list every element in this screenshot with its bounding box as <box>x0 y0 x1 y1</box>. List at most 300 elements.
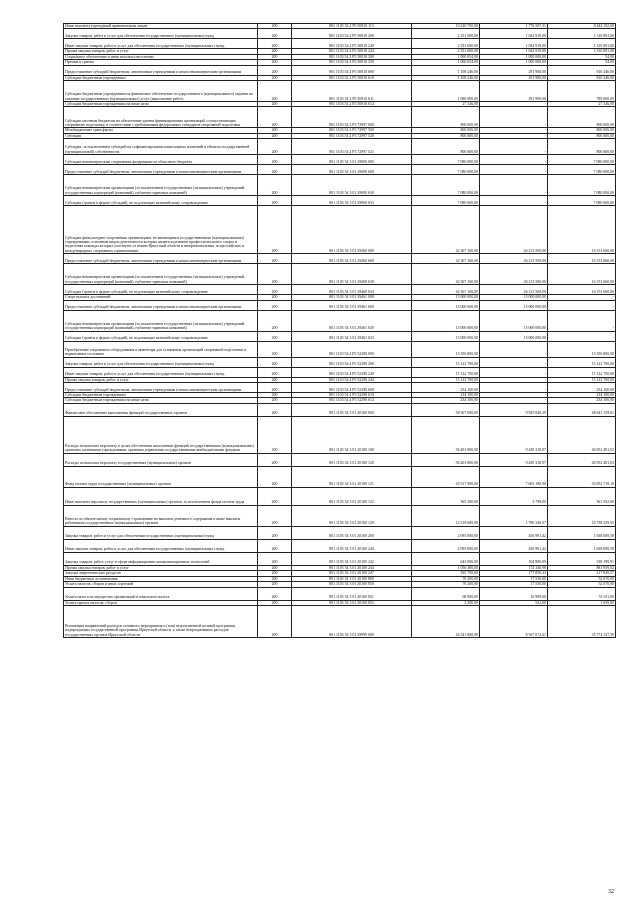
row-glava-code: 200 <box>258 295 292 300</box>
row-remaining-amount: 7 080 000,00 <box>548 196 616 206</box>
row-approved-amount: 2 095 000,00 <box>412 526 480 539</box>
row-budget-code: 801 1103 54 4 P5 52290 240 <box>292 367 412 377</box>
table-row <box>64 357 616 367</box>
row-executed-amount: - <box>480 393 548 398</box>
row-executed-amount: - <box>480 377 548 382</box>
row-glava-code: 200 <box>258 128 292 133</box>
row-approved-amount: 2 095 000,00 <box>412 539 480 552</box>
row-remaining-amount: 816 346,00 <box>548 65 616 75</box>
row-remaining-amount: 48 641 159,61 <box>548 403 616 416</box>
row-name: Субсидии бюджетным учреждениям на иные цели <box>64 398 258 403</box>
row-name: Субсидии физкультурно-спортивным организациям, не являющимся государственными (муниципальными) учреждениями, основным видом деятельности которых является развитие профессионального спорта и подготовка команды которых участвуют от имени Иркутской области в межрегиональных, всероссийских и международных спортивных соревнованиях <box>64 206 258 254</box>
table-row <box>64 65 616 75</box>
table-row <box>64 416 616 453</box>
table-row <box>64 165 616 175</box>
row-remaining-amount: 16 153 660,00 <box>548 254 616 264</box>
row-remaining-amount: 27 346,00 <box>548 102 616 107</box>
row-glava-code: 200 <box>258 582 292 587</box>
row-remaining-amount: 538 199,91 <box>548 552 616 565</box>
row-executed-amount: 26 213 500,00 <box>480 254 548 264</box>
row-glava-code: 200 <box>258 377 292 382</box>
row-glava-code: 200 <box>258 565 292 570</box>
row-glava-code: 200 <box>258 285 292 295</box>
row-glava-code: 200 <box>258 133 292 138</box>
row-approved-amount: 1 000 054,00 <box>412 54 480 59</box>
row-executed-amount: 17 530,00 <box>480 576 548 581</box>
row-name: Спорт высших достижений <box>64 295 258 300</box>
row-budget-code: 801 1103 54 3 01 29461 600 <box>292 300 412 310</box>
row-approved-amount: 70 200,00 <box>412 576 480 581</box>
row-glava-code: 200 <box>258 487 292 505</box>
row-glava-code: 200 <box>258 65 292 75</box>
row-name: Уплата налога на имущество организаций и земельного налога <box>64 587 258 600</box>
row-approved-amount: 2 351 000,00 <box>412 49 480 54</box>
row-approved-amount: 42 367 160,00 <box>412 264 480 285</box>
row-remaining-amount: 54,00 <box>548 60 616 65</box>
row-glava-code: 200 <box>258 310 292 331</box>
row-glava-code: 200 <box>258 398 292 403</box>
row-budget-code: 801 1103 54 4 P5 52290 000 <box>292 341 412 357</box>
row-executed-amount: 541,00 <box>480 600 548 605</box>
row-approved-amount: 15 000 000,00 <box>412 310 480 331</box>
table-row <box>64 196 616 206</box>
row-glava-code: 200 <box>258 403 292 416</box>
row-budget-code: 801 1103 54 3 01 29460 630 <box>292 264 412 285</box>
row-remaining-amount: 46 952 481,03 <box>548 416 616 453</box>
row-name: Реализация направлений расходов основного мероприятия и (или) ведомственной целевой программы, подпрограммы государственной программы Иркутской области, а также непрограммных расходов государственных органов Иркутской области <box>64 605 258 637</box>
row-remaining-amount: 1 638 008,58 <box>548 539 616 552</box>
row-approved-amount: 395 700,00 <box>412 571 480 576</box>
row-executed-amount: 1 042 919,00 <box>480 29 548 39</box>
row-glava-code: 200 <box>258 300 292 310</box>
row-remaining-amount: 234 100,00 <box>548 393 616 398</box>
row-remaining-amount: 800 000,00 <box>548 128 616 133</box>
row-executed-amount: 17 530,00 <box>480 582 548 587</box>
row-approved-amount: 365 300,00 <box>412 487 480 505</box>
row-name: Субсидии некоммерческим спортивным федерациям из областного бюджета <box>64 155 258 165</box>
row-approved-amount: 2 200,00 <box>412 600 480 605</box>
row-executed-amount: - <box>480 102 548 107</box>
row-executed-amount: - <box>480 165 548 175</box>
row-executed-amount: 15 000 000,00 <box>480 331 548 341</box>
row-name: Закупка энергетических ресурсов <box>64 571 258 576</box>
row-executed-amount: 1 042 919,00 <box>480 39 548 49</box>
row-executed-amount: 291 900,00 <box>480 65 548 75</box>
row-remaining-amount: 51 011,00 <box>548 587 616 600</box>
row-remaining-amount: 800 000,00 <box>548 139 616 155</box>
row-budget-code: 801 1103 54 2 P5 50810 610 <box>292 75 412 80</box>
row-budget-code: 801 1103 54 2 P5 72997 521 <box>292 139 412 155</box>
row-remaining-amount: 8 444 192,69 <box>548 24 616 29</box>
row-budget-code: 801 1103 54 3 01 20100 851 <box>292 587 412 600</box>
row-budget-code: 801 1103 54 2 P5 50810 244 <box>292 49 412 54</box>
row-remaining-amount: 234 100,00 <box>548 383 616 393</box>
row-name: Прочая закупка товаров, работ и услуг <box>64 49 258 54</box>
row-name: Премии и гранты <box>64 60 258 65</box>
table-row <box>64 341 616 357</box>
row-glava-code: 200 <box>258 587 292 600</box>
row-budget-code: 801 1103 54 4 P5 52290 200 <box>292 357 412 367</box>
row-remaining-amount: 7 080 000,00 <box>548 155 616 165</box>
row-name: Субсидии, за исключением субсидий на софинансирование капитальных вложений в объекты государственной (муниципальной) собственности <box>64 139 258 155</box>
row-glava-code: 200 <box>258 341 292 357</box>
row-glava-code: 200 <box>258 54 292 59</box>
row-budget-code: 801 1103 54 3 01 20100 852 <box>292 600 412 605</box>
row-name: Иные закупки товаров, работ и услуг для обеспечения государственных (муниципальных) нужд <box>64 367 258 377</box>
table-row <box>64 587 616 600</box>
row-name: Субсидии некоммерческим организациям (за исключением государственных (муниципальных) учреждений, государственных корпораций (компаний), публично-правовых компаний) <box>64 175 258 196</box>
row-remaining-amount: 10 738 259,93 <box>548 505 616 526</box>
row-remaining-amount: 16 153 660,00 <box>548 206 616 254</box>
row-remaining-amount: - <box>548 310 616 331</box>
row-executed-amount: 291 900,00 <box>480 75 548 80</box>
row-remaining-amount: 16 153 660,00 <box>548 264 616 285</box>
row-glava-code: 200 <box>258 196 292 206</box>
row-budget-code: 801 1103 54 3 01 20100 240 <box>292 539 412 552</box>
row-executed-amount: 9 449 318,97 <box>480 453 548 466</box>
row-budget-code: 801 1103 54 3 01 20100 850 <box>292 582 412 587</box>
row-budget-code: 801 1103 54 3 01 20100 247 <box>292 571 412 576</box>
row-remaining-amount: - <box>548 331 616 341</box>
row-remaining-amount: 1 310 081,00 <box>548 49 616 54</box>
row-executed-amount: 15 000 000,00 <box>480 310 548 331</box>
row-approved-amount: 42 367 160,00 <box>412 206 480 254</box>
row-budget-code: 801 1103 54 3 01 20100 121 <box>292 466 412 487</box>
row-budget-code: 801 1103 54 3 01 20100 800 <box>292 576 412 581</box>
row-budget-code: 801 1103 54 3 01 29461 633 <box>292 331 412 341</box>
row-budget-code: 801 1103 54 3 01 20100 000 <box>292 403 412 416</box>
row-budget-code: 801 1103 54 3 01 29999 000 <box>292 605 412 637</box>
row-glava-code: 200 <box>258 107 292 128</box>
row-name: Субсидии бюджетным учреждениям <box>64 393 258 398</box>
row-name: Иные закупки товаров, работ и услуг для обеспечения государственных (муниципальных) нужд <box>64 539 258 552</box>
row-glava-code: 200 <box>258 505 292 526</box>
row-name: Расходы на выплаты персоналу государственных (муниципальных) органов <box>64 453 258 466</box>
table-row <box>64 367 616 377</box>
row-executed-amount: 1 000 000,00 <box>480 60 548 65</box>
row-remaining-amount: 361 502,00 <box>548 487 616 505</box>
row-approved-amount: 1 000 054,00 <box>412 60 480 65</box>
row-approved-amount: 12 518 600,00 <box>412 505 480 526</box>
table-row <box>64 466 616 487</box>
row-budget-code: 801 1103 54 3 01 29460 633 <box>292 285 412 295</box>
row-executed-amount: 3 798,00 <box>480 487 548 505</box>
row-glava-code: 200 <box>258 539 292 552</box>
row-glava-code: 200 <box>258 81 292 102</box>
row-budget-code: 801 1103 54 3 01 29000 600 <box>292 165 412 175</box>
row-glava-code: 200 <box>258 576 292 581</box>
row-glava-code: 200 <box>258 552 292 565</box>
row-name: Субсидии некоммерческим организациям (за исключением государственных (муниципальных) учреждений, государственных корпораций (компаний), публично-правовых компаний) <box>64 264 258 285</box>
row-budget-code: 801 1103 54 4 P5 52290 600 <box>292 383 412 393</box>
row-name: Иные бюджетные ассигнования <box>64 576 258 581</box>
row-approved-amount: 15 122 700,00 <box>412 367 480 377</box>
row-executed-amount: 9 925 840,39 <box>480 403 548 416</box>
row-name: Субсидии местным бюджетам на обеспечение уровня финансирования организаций, осуществляющих спортивную подготовку, в соответствии с требованиями федеральных стандартов спортивной подготовки <box>64 107 258 128</box>
table-row <box>64 310 616 331</box>
row-executed-amount: 456 991,42 <box>480 526 548 539</box>
row-glava-code: 200 <box>258 24 292 29</box>
row-approved-amount: 42 367 160,00 <box>412 285 480 295</box>
row-executed-amount: - <box>480 341 548 357</box>
row-budget-code: 801 1103 54 2 P5 50810 113 <box>292 24 412 29</box>
row-glava-code: 200 <box>258 165 292 175</box>
row-glava-code: 200 <box>258 383 292 393</box>
row-remaining-amount: 217 849,57 <box>548 571 616 576</box>
table-row <box>64 39 616 49</box>
table-row <box>64 453 616 466</box>
row-glava-code: 200 <box>258 175 292 196</box>
row-remaining-amount: 1 638 008,58 <box>548 526 616 539</box>
row-remaining-amount: 35 852 719,10 <box>548 466 616 487</box>
table-row <box>64 155 616 165</box>
row-executed-amount: 177 850,43 <box>480 571 548 576</box>
row-approved-amount: 27 346,00 <box>412 102 480 107</box>
row-remaining-amount: 16 153 660,00 <box>548 285 616 295</box>
row-remaining-amount: 35 774 127,59 <box>548 605 616 637</box>
row-budget-code: 801 1103 54 2 P5 50810 611 <box>292 81 412 102</box>
row-budget-code: 801 1103 54 4 P5 52290 612 <box>292 398 412 403</box>
row-approved-amount: 15 122 700,00 <box>412 377 480 382</box>
row-executed-amount: 9 449 318,97 <box>480 416 548 453</box>
row-remaining-amount: - <box>548 300 616 310</box>
row-glava-code: 200 <box>258 29 292 39</box>
row-remaining-amount: 789 000,00 <box>548 81 616 102</box>
table-row <box>64 605 616 637</box>
row-executed-amount: - <box>480 367 548 377</box>
row-name: Предоставление субсидий бюджетным, автономным учреждениям и иным некоммерческим организациям <box>64 165 258 175</box>
row-glava-code: 200 <box>258 264 292 285</box>
row-executed-amount: 174 340,98 <box>480 565 548 570</box>
table-row <box>64 107 616 128</box>
row-name: Уплата налогов, сборов и иных платежей <box>64 582 258 587</box>
row-remaining-amount: 15 122 700,00 <box>548 367 616 377</box>
row-executed-amount: 1 780 340,07 <box>480 505 548 526</box>
row-name: Межбюджетные трансферты <box>64 128 258 133</box>
row-remaining-amount: 7 080 000,00 <box>548 165 616 175</box>
row-name: Уплата прочих налогов, сборов <box>64 600 258 605</box>
row-glava-code: 200 <box>258 526 292 539</box>
table-row <box>64 264 616 285</box>
row-executed-amount: - <box>480 107 548 128</box>
row-remaining-amount: 234 100,00 <box>548 398 616 403</box>
row-name: Субсидии <box>64 133 258 138</box>
table-row <box>64 539 616 552</box>
row-name: Социальное обеспечение и иные выплаты населению <box>64 54 258 59</box>
row-approved-amount: 234 100,00 <box>412 398 480 403</box>
row-executed-amount: - <box>480 398 548 403</box>
row-executed-amount: 7 665 180,90 <box>480 466 548 487</box>
table-row <box>64 29 616 39</box>
row-remaining-amount: 54,00 <box>548 54 616 59</box>
row-budget-code: 801 1103 54 2 P5 50810 350 <box>292 60 412 65</box>
row-approved-amount: 15 356 800,00 <box>412 341 480 357</box>
page-number: 32 <box>608 889 614 895</box>
row-name: Предоставление субсидий бюджетным, автономным учреждениям и иным некоммерческим организациям <box>64 65 258 75</box>
row-budget-code: 801 1103 54 2 P5 72997 520 <box>292 133 412 138</box>
row-budget-code: 801 1103 54 3 01 20100 242 <box>292 552 412 565</box>
row-name: Закупка товаров, работ и услуг для обеспечения государственных (муниципальных) нужд <box>64 357 258 367</box>
table-row <box>64 285 616 295</box>
row-budget-code: 801 1103 54 3 01 20100 120 <box>292 453 412 466</box>
row-executed-amount: 456 991,42 <box>480 539 548 552</box>
row-remaining-amount: 800 000,00 <box>548 133 616 138</box>
row-name: Приобретение спортивного оборудования и инвентаря для оснащения организаций спортивной подготовки в нормативное состояние <box>64 341 258 357</box>
row-name: Взносы по обязательному социальному страхованию на выплаты денежного содержания и иные выплаты работникам государственных (муниципальных) органов <box>64 505 258 526</box>
row-executed-amount: - <box>480 175 548 196</box>
row-name: Субсидии бюджетным учреждениям <box>64 75 258 80</box>
row-name: Иные выплаты учреждений привлекаемым лицам <box>64 24 258 29</box>
row-executed-amount: - <box>480 155 548 165</box>
row-budget-code: 801 1103 54 3 01 29000 630 <box>292 175 412 196</box>
row-executed-amount: 1 042 919,00 <box>480 49 548 54</box>
row-budget-code: 801 1103 54 4 P5 52290 610 <box>292 393 412 398</box>
row-approved-amount: 15 122 700,00 <box>412 357 480 367</box>
table-row <box>64 403 616 416</box>
row-executed-amount: - <box>480 383 548 393</box>
table-row <box>64 81 616 102</box>
table-row <box>64 175 616 196</box>
budget-table-body <box>64 24 616 638</box>
table-row <box>64 206 616 254</box>
row-executed-amount: 16 989,00 <box>480 587 548 600</box>
row-executed-amount: - <box>480 357 548 367</box>
row-approved-amount: 234 100,00 <box>412 383 480 393</box>
row-budget-code: 801 1103 54 3 01 29460 600 <box>292 254 412 264</box>
row-name: Предоставление субсидий бюджетным, автономным учреждениям и иным некоммерческим организациям <box>64 383 258 393</box>
row-approved-amount: 800 000,00 <box>412 133 480 138</box>
row-glava-code: 200 <box>258 600 292 605</box>
row-approved-amount: 1 056 300,00 <box>412 565 480 570</box>
row-budget-code: 801 1103 54 2 P5 50810 240 <box>292 39 412 49</box>
row-executed-amount: 26 213 500,00 <box>480 206 548 254</box>
row-name: Прочая закупка товаров, работ и услуг <box>64 565 258 570</box>
row-executed-amount: 15 000 000,00 <box>480 300 548 310</box>
table-row <box>64 526 616 539</box>
row-budget-code: 801 1103 54 3 01 29461 000 <box>292 295 412 300</box>
row-remaining-amount: 816 346,00 <box>548 75 616 80</box>
row-approved-amount: 234 100,00 <box>412 393 480 398</box>
row-glava-code: 200 <box>258 254 292 264</box>
row-approved-amount: 643 000,00 <box>412 552 480 565</box>
row-remaining-amount: 52 670,00 <box>548 576 616 581</box>
row-budget-code: 801 1103 54 2 P5 50810 200 <box>292 29 412 39</box>
row-remaining-amount: 800 000,00 <box>548 107 616 128</box>
row-remaining-amount: 881 959,02 <box>548 565 616 570</box>
row-budget-code: 801 1103 54 3 01 20100 129 <box>292 505 412 526</box>
row-name: Предоставление субсидий бюджетным, автономным учреждениям и иным некоммерческим организациям <box>64 254 258 264</box>
row-budget-code: 801 1103 54 3 01 20100 122 <box>292 487 412 505</box>
row-executed-amount: 1 776 507,31 <box>480 24 548 29</box>
row-executed-amount: - <box>480 128 548 133</box>
row-remaining-amount: 52 670,00 <box>548 582 616 587</box>
row-glava-code: 200 <box>258 39 292 49</box>
row-remaining-amount: 15 122 700,00 <box>548 377 616 382</box>
row-name: Финансовое обеспечение выполнения функций государственных органов <box>64 403 258 416</box>
row-remaining-amount: - <box>548 295 616 300</box>
row-budget-code: 801 1103 54 3 01 20100 244 <box>292 565 412 570</box>
table-row <box>64 54 616 59</box>
row-approved-amount: 1 080 900,00 <box>412 81 480 102</box>
row-budget-code: 801 1103 54 3 01 29461 630 <box>292 310 412 331</box>
row-approved-amount: 800 000,00 <box>412 128 480 133</box>
row-approved-amount: 800 000,00 <box>412 139 480 155</box>
row-executed-amount: 15 000 000,00 <box>480 295 548 300</box>
row-remaining-amount: 15 122 700,00 <box>548 357 616 367</box>
row-remaining-amount: 15 356 800,00 <box>548 341 616 357</box>
row-approved-amount: 43 517 900,00 <box>412 466 480 487</box>
row-glava-code: 200 <box>258 49 292 54</box>
row-approved-amount: 68 000,00 <box>412 587 480 600</box>
row-budget-code: 801 1103 54 2 P5 72997 500 <box>292 128 412 133</box>
row-budget-code: 801 1103 54 4 P5 52290 244 <box>292 377 412 382</box>
table-row <box>64 505 616 526</box>
row-budget-code: 801 1103 54 3 01 29460 000 <box>292 206 412 254</box>
row-name: Закупка товаров, работ, услуг в сфере информационно-коммуникационных технологий <box>64 552 258 565</box>
row-name: Фонд оплаты труда государственных (муниципальных) органов <box>64 466 258 487</box>
table-row <box>64 300 616 310</box>
row-remaining-amount: 7 080 000,00 <box>548 175 616 196</box>
row-glava-code: 200 <box>258 60 292 65</box>
table-row <box>64 139 616 155</box>
row-name: Иные выплаты персоналу государственных (муниципальных) органов, за исключением фонда оплаты труда <box>64 487 258 505</box>
row-glava-code: 200 <box>258 571 292 576</box>
row-glava-code: 200 <box>258 367 292 377</box>
row-approved-amount: 1 108 246,00 <box>412 75 480 80</box>
row-glava-code: 200 <box>258 206 292 254</box>
row-executed-amount: 26 213 500,00 <box>480 285 548 295</box>
row-approved-amount: 56 401 800,00 <box>412 416 480 453</box>
row-glava-code: 200 <box>258 416 292 453</box>
row-budget-code: 801 1103 54 2 P5 50810 300 <box>292 54 412 59</box>
table-row <box>64 487 616 505</box>
row-glava-code: 200 <box>258 102 292 107</box>
row-approved-amount: 15 000 000,00 <box>412 300 480 310</box>
row-glava-code: 200 <box>258 453 292 466</box>
row-approved-amount: 15 000 000,00 <box>412 295 480 300</box>
row-glava-code: 200 <box>258 605 292 637</box>
row-approved-amount: 7 080 000,00 <box>412 165 480 175</box>
row-name: Субсидии (гранты в форме субсидий), не подлежащие казначейскому сопровождению <box>64 285 258 295</box>
row-budget-code: 801 1103 54 2 P5 72997 000 <box>292 107 412 128</box>
row-executed-amount: 104 800,09 <box>480 552 548 565</box>
row-approved-amount: 56 401 800,00 <box>412 453 480 466</box>
row-approved-amount: 7 080 000,00 <box>412 155 480 165</box>
row-budget-code: 801 1103 54 3 01 29000 633 <box>292 196 412 206</box>
row-budget-code: 801 1103 54 2 P5 50810 600 <box>292 65 412 75</box>
row-glava-code: 200 <box>258 357 292 367</box>
table-row <box>64 331 616 341</box>
row-name: Субсидии (гранты в форме субсидий), не подлежащие казначейскому сопровождению <box>64 331 258 341</box>
row-budget-code: 801 1103 54 3 01 20100 200 <box>292 526 412 539</box>
row-executed-amount: - <box>480 196 548 206</box>
row-name: Предоставление субсидий бюджетным, автономным учреждениям и иным некоммерческим организациям <box>64 300 258 310</box>
row-name: Расходы на выплаты персоналу в целях обеспечения выполнения функций государственными (муниципальными) органами, казенными учреждениями, органами управления государственными внебюджетными фондами <box>64 416 258 453</box>
row-name: Субсидии (гранты в форме субсидий), не подлежащие казначейскому сопровождению <box>64 196 258 206</box>
row-executed-amount: 1 000 000,00 <box>480 54 548 59</box>
row-executed-amount: 8 567 672,41 <box>480 605 548 637</box>
table-row <box>64 383 616 393</box>
row-remaining-amount: 1 310 081,00 <box>548 29 616 39</box>
row-executed-amount: 26 213 500,00 <box>480 264 548 285</box>
row-approved-amount: 10 220 700,00 <box>412 24 480 29</box>
row-budget-code: 801 1103 54 2 P5 50810 612 <box>292 102 412 107</box>
row-name: Субсидии бюджетным учреждениям на финансовое обеспечение государственного (муниципального) задания на оказание государственных (муниципальных) услуг (выполнение работ) <box>64 81 258 102</box>
row-name: Прочая закупка товаров, работ и услуг <box>64 377 258 382</box>
row-approved-amount: 2 351 000,00 <box>412 29 480 39</box>
row-approved-amount: 800 000,00 <box>412 107 480 128</box>
row-glava-code: 200 <box>258 155 292 165</box>
